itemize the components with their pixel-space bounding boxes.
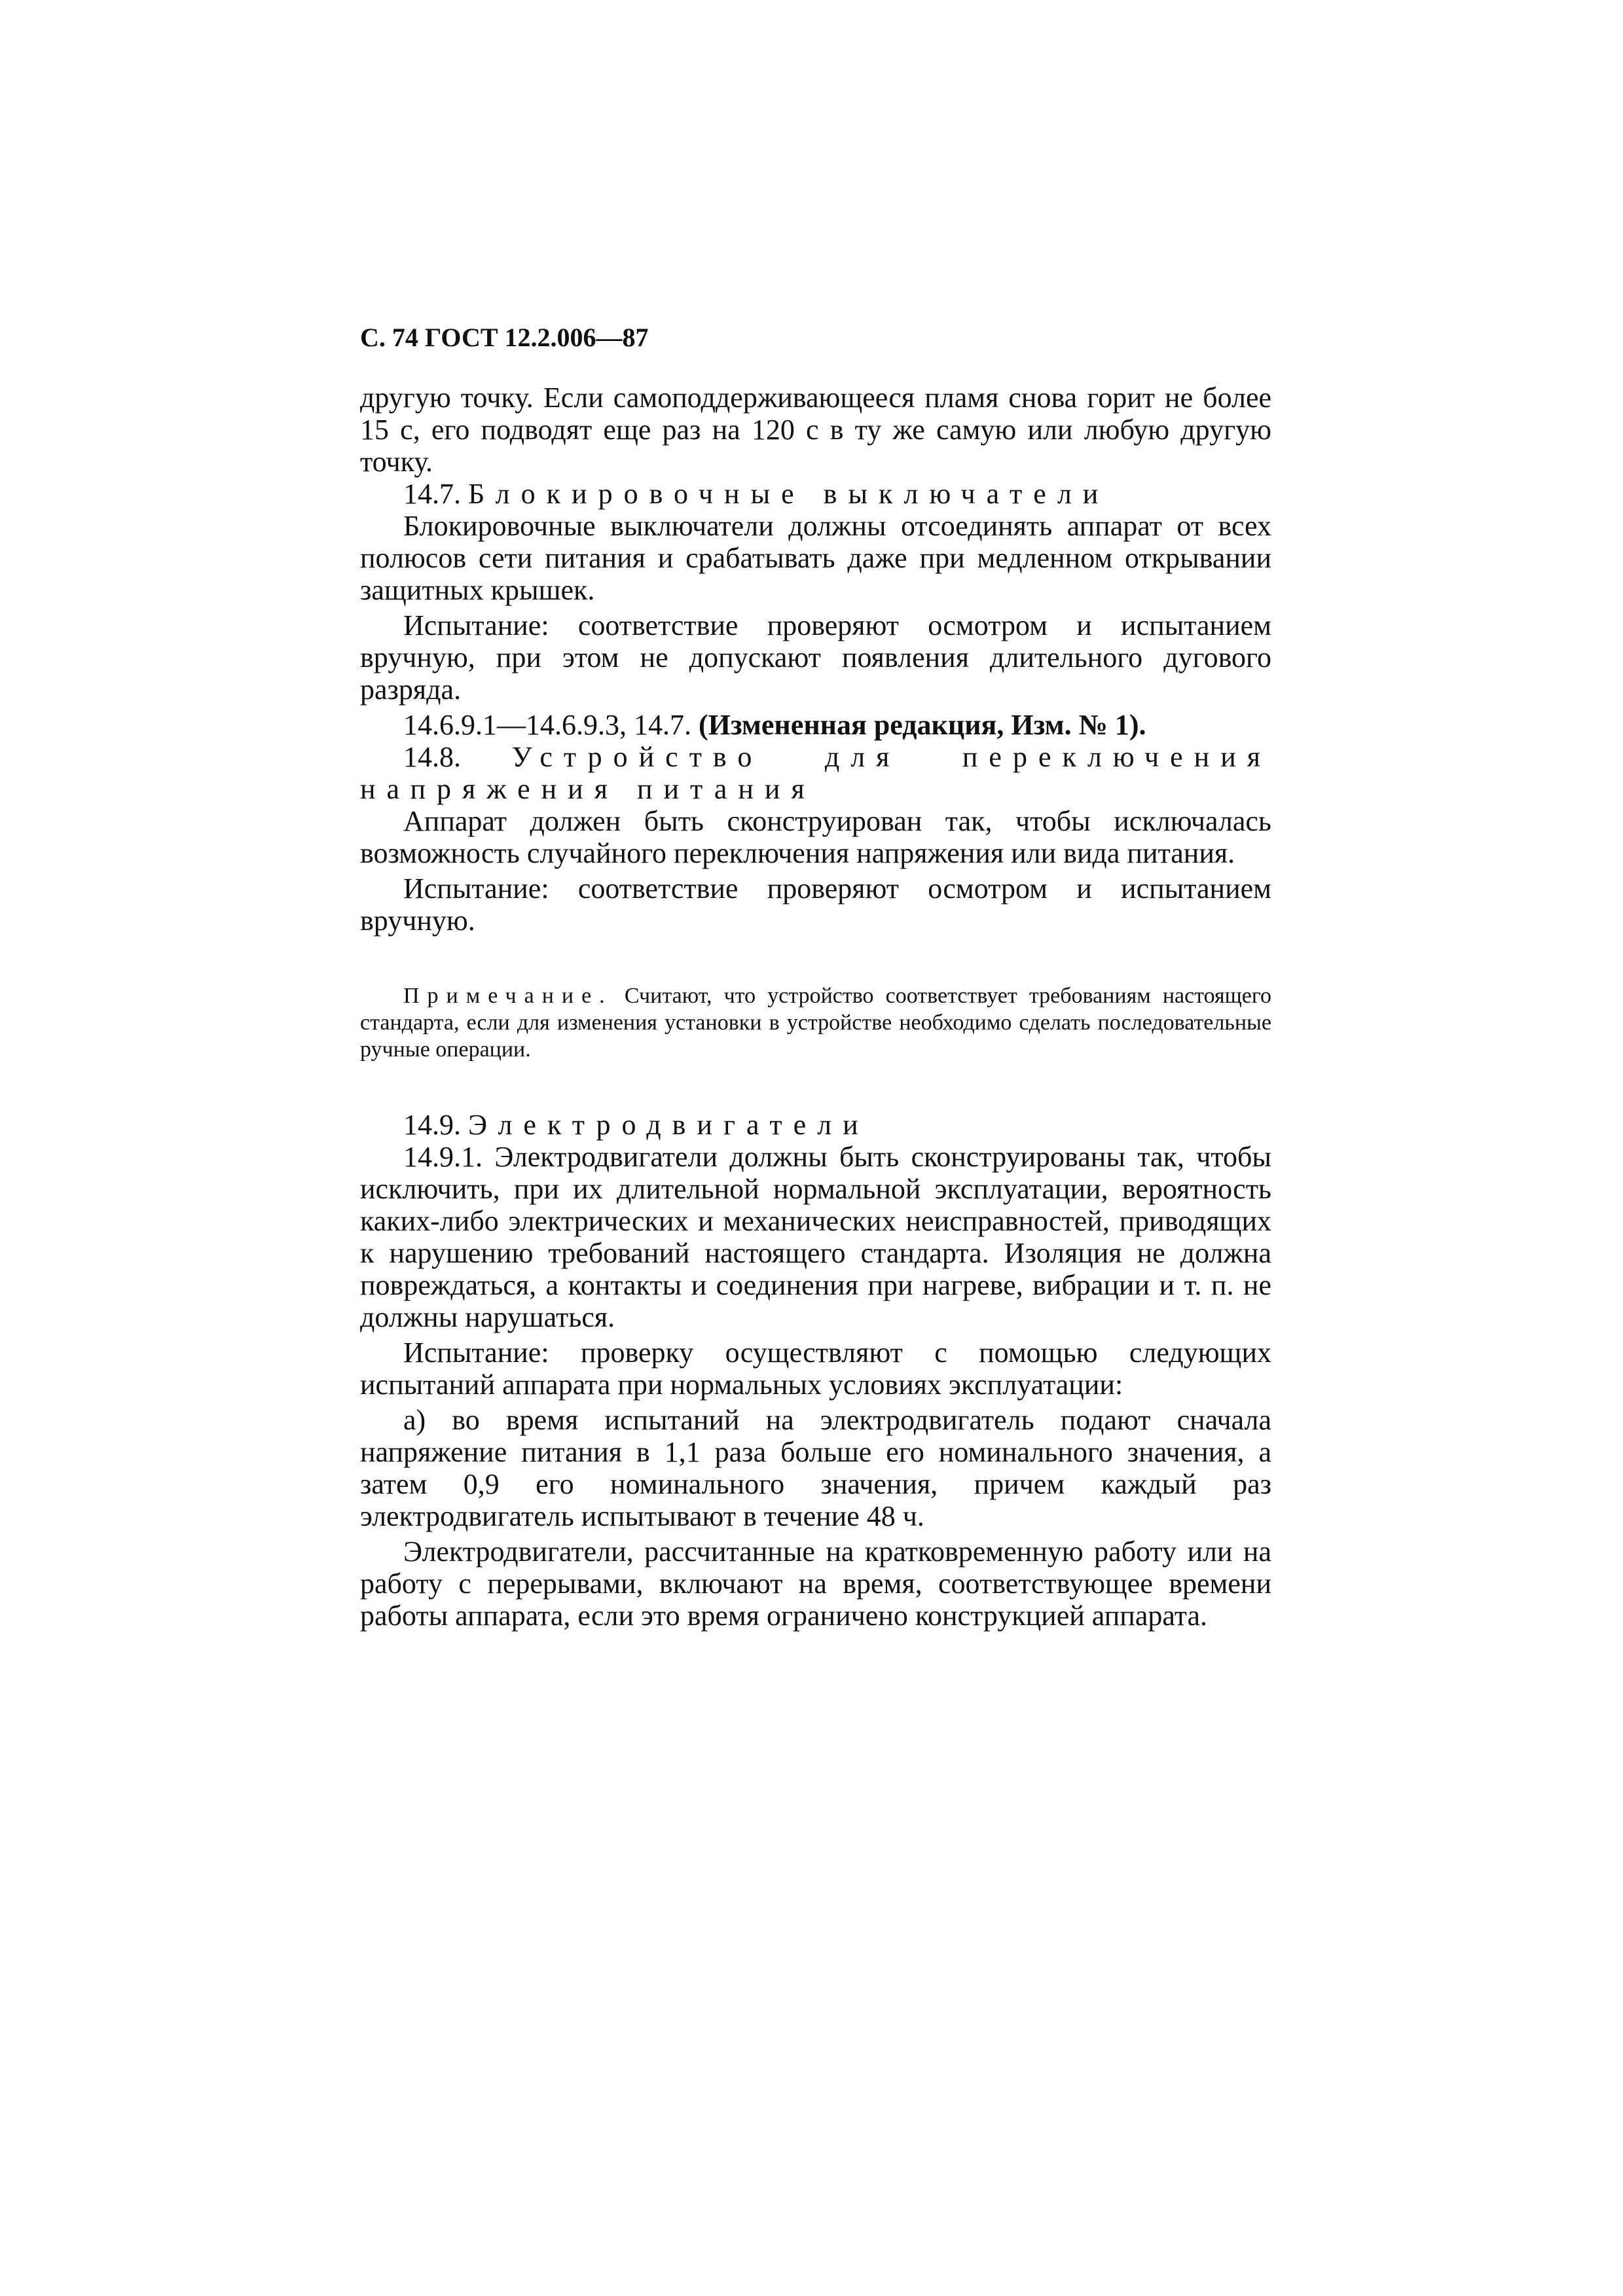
section-number: 14.7. — [403, 478, 461, 510]
section-number: 14.8. — [403, 741, 461, 773]
section-heading-14-7 — [360, 478, 1271, 510]
paragraph: Испытание: соответствие проверяют осмотром и испытанием вручную, при этом не допускают появления длительного дугового разряда. — [360, 609, 1271, 706]
paragraph: 14.9.1. Электродвигатели должны быть сконструированы так, чтобы исключить, при их длительной нормальной эксплуатации, вероятность каких-либо электрических и механических неисправностей, приводящих к нарушению требований настоящего стандарта. Изоляция не должна повреждаться, а контакты и соединения при нагреве, вибрации и т. п. не должны нарушаться. — [360, 1141, 1271, 1333]
section-title: Устройство для переключения напряжения питания — [360, 741, 1271, 805]
section-number: 14.9. — [403, 1109, 461, 1141]
paragraph: Аппарат должен быть сконструирован так, чтобы исключалась возможность случайного переключения напряжения или вида питания. — [360, 805, 1271, 869]
page-header: С. 74 ГОСТ 12.2.006—87 — [360, 323, 649, 352]
section-heading-14-9 — [360, 1109, 1271, 1141]
paragraph: Испытание: проверку осуществляют с помощью следующих испытаний аппарата при нормальных условиях эксплуатации: — [360, 1336, 1271, 1401]
amendment-note: (Измененная редакция, Изм. № 1). — [699, 709, 1146, 741]
paragraph-continuation: другую точку. Если самоподдерживающееся пламя снова горит не более 15 с, его подводят еще раз на 120 с в ту же самую или любую другую точку. — [360, 382, 1271, 478]
amendment-reference — [360, 709, 1271, 741]
list-item: а) во время испытаний на электродвигатель подают сначала напряжение питания в 1,1 раза больше его номинального значения, а затем 0,9 его номинального значения, причем каждый раз электродвигатель испытывают в течение 48 ч. — [360, 1404, 1271, 1532]
section-title: Электродвигатели — [468, 1109, 869, 1141]
note — [360, 982, 1271, 1063]
amendment-clauses: 14.6.9.1—14.6.9.3, 14.7. — [403, 709, 691, 741]
document-body — [360, 382, 1271, 1632]
section-heading-14-8 — [360, 741, 1271, 805]
paragraph: Электродвигатели, рассчитанные на кратковременную работу или на работу с перерывами, включают на время, соответствующее времени работы аппарата, если это время ограничено конструкцией аппарата. — [360, 1535, 1271, 1632]
note-label: Примечание. — [403, 984, 613, 1008]
paragraph: Блокировочные выключатели должны отсоединять аппарат от всех полюсов сети питания и срабатывать даже при медленном открывании защитных крышек. — [360, 510, 1271, 606]
section-title: Блокировочные выключатели — [468, 478, 1110, 510]
paragraph: Испытание: соответствие проверяют осмотром и испытанием вручную. — [360, 872, 1271, 937]
note-text: Считают, что устройство соответствует требованиям настоящего стандарта, если для изменения установки в устройстве необходимо сделать последовательные ручные операции. — [360, 984, 1271, 1062]
